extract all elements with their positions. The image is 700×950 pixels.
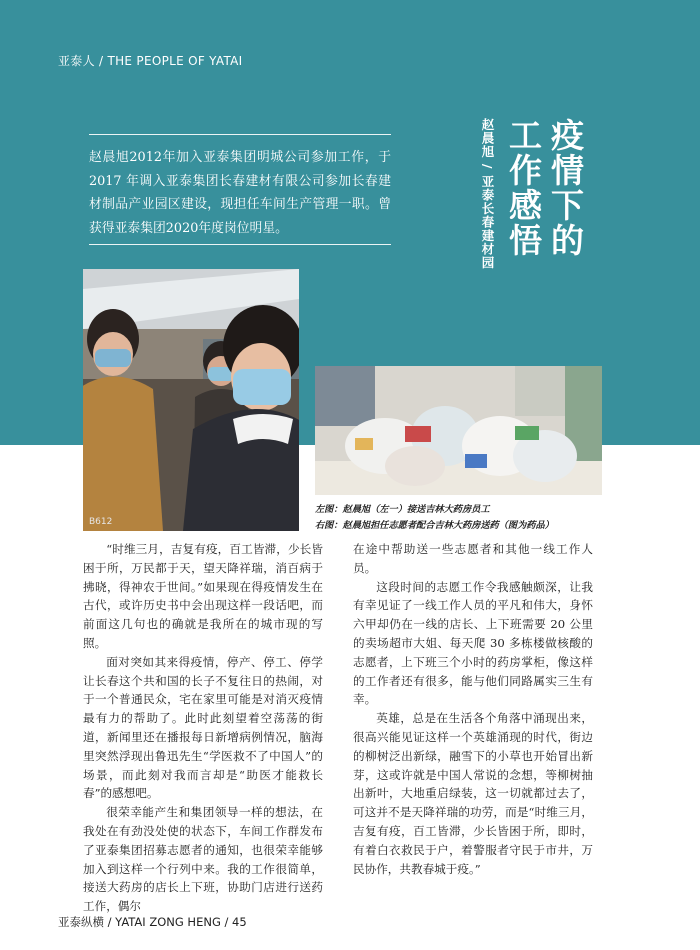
caption-right: 右图：赵晨旭担任志愿者配合吉林大药房送药（图为药品） bbox=[315, 520, 554, 531]
intro-bottom-rule bbox=[89, 244, 391, 245]
body-column-right bbox=[353, 540, 593, 878]
body-paragraph-3: 很荣幸能产生和集团领导一样的想法，在我处在有劲没处使的状态下，车间工作群发布了亚泰集团招募志愿者的通知，也很荣幸能够加入到这样一个行列中来。我的工作很简单，接送大药房的店长上下班，协助门店进行送药工作，偶尔 bbox=[83, 805, 323, 914]
page-footer: 亚泰纵横 / YATAI ZONG HENG / 45 bbox=[58, 915, 247, 929]
photo-medicine-bags bbox=[315, 366, 602, 495]
body-paragraph-3-continued: 在途中帮助送一些志愿者和其他一线工作人员。 bbox=[353, 542, 593, 575]
caption-left: 左图：赵晨旭（左一）接送吉林大药房员工 bbox=[315, 504, 490, 515]
article-title-line-1: 疫情下的 bbox=[546, 118, 585, 258]
photo-watermark: B612 bbox=[89, 517, 113, 527]
body-column-left bbox=[83, 540, 323, 916]
photo-captions bbox=[315, 502, 615, 534]
body-paragraph-4: 这段时间的志愿工作令我感触颇深，让我有幸见证了一线工作人员的平凡和伟大，身怀六甲却仍在一线的店长、上下班需要 20 公里的卖场超市大姐、每天爬 30 多栋楼做核酸的志愿者，上下班三个小时的药房掌柜，像这样的工作者还有很多，能与他们同路属实三生有幸。 bbox=[353, 579, 593, 707]
body-paragraph-2: 面对突如其来得疫情，停产、停工、停学让长春这个共和国的长子不复往日的热闹，对于一个普通民众，宅在家里可能是对消灭疫情最有力的帮助了。此时此刻望着空荡荡的街道，新闻里还在播报每日新增病例情况，脑海里突然浮现出鲁迅先生“学医救不了中国人”的场景，而此刻对我而言却是“助医才能救长春”的感想吧。 bbox=[83, 654, 323, 801]
section-header: 亚泰人 / THE PEOPLE OF YATAI bbox=[58, 54, 243, 68]
author-intro: 赵晨旭2012年加入亚泰集团明城公司参加工作，于 2017 年调入亚泰集团长春建材有限公司参加长春建材制品产业园区建设，现担任车间生产管理一职。曾获得亚泰集团2020年度岗位明星。 bbox=[89, 150, 391, 236]
article-title-line-2: 工作感悟 bbox=[504, 118, 543, 258]
body-paragraph-1: “时维三月，吉复有疫，百工皆滞，少长皆困于所，万民都于天，望天降祥瑞，消百病于拂晓，得神农于世间。”如果现在得疫情发生在古代，或许历史书中会出现这样一段话吧，而前面这几句也的确就是我所在的城市现的写照。 bbox=[83, 542, 323, 650]
intro-top-rule bbox=[89, 134, 391, 135]
body-paragraph-5: 英雄，总是在生活各个角落中涌现出来，很高兴能见证这样一个英雄涌现的时代，街边的柳树泛出新绿，融雪下的小草也开始冒出新芽，这或许就是中国人常说的念想，等柳树抽出新叶，大地重启绿装，这一切就都过去了，可这并不是天降祥瑞的功劳，而是“时维三月，吉复有疫，百工皆滞，少长皆困于所，即时，有着白衣救民于户，着警服者守民于市井，万民协作，共教春城于疫。” bbox=[353, 711, 593, 876]
author-byline: 赵晨旭 / 亚泰长春建材园 bbox=[480, 118, 495, 270]
photo-car-selfie bbox=[83, 269, 299, 531]
